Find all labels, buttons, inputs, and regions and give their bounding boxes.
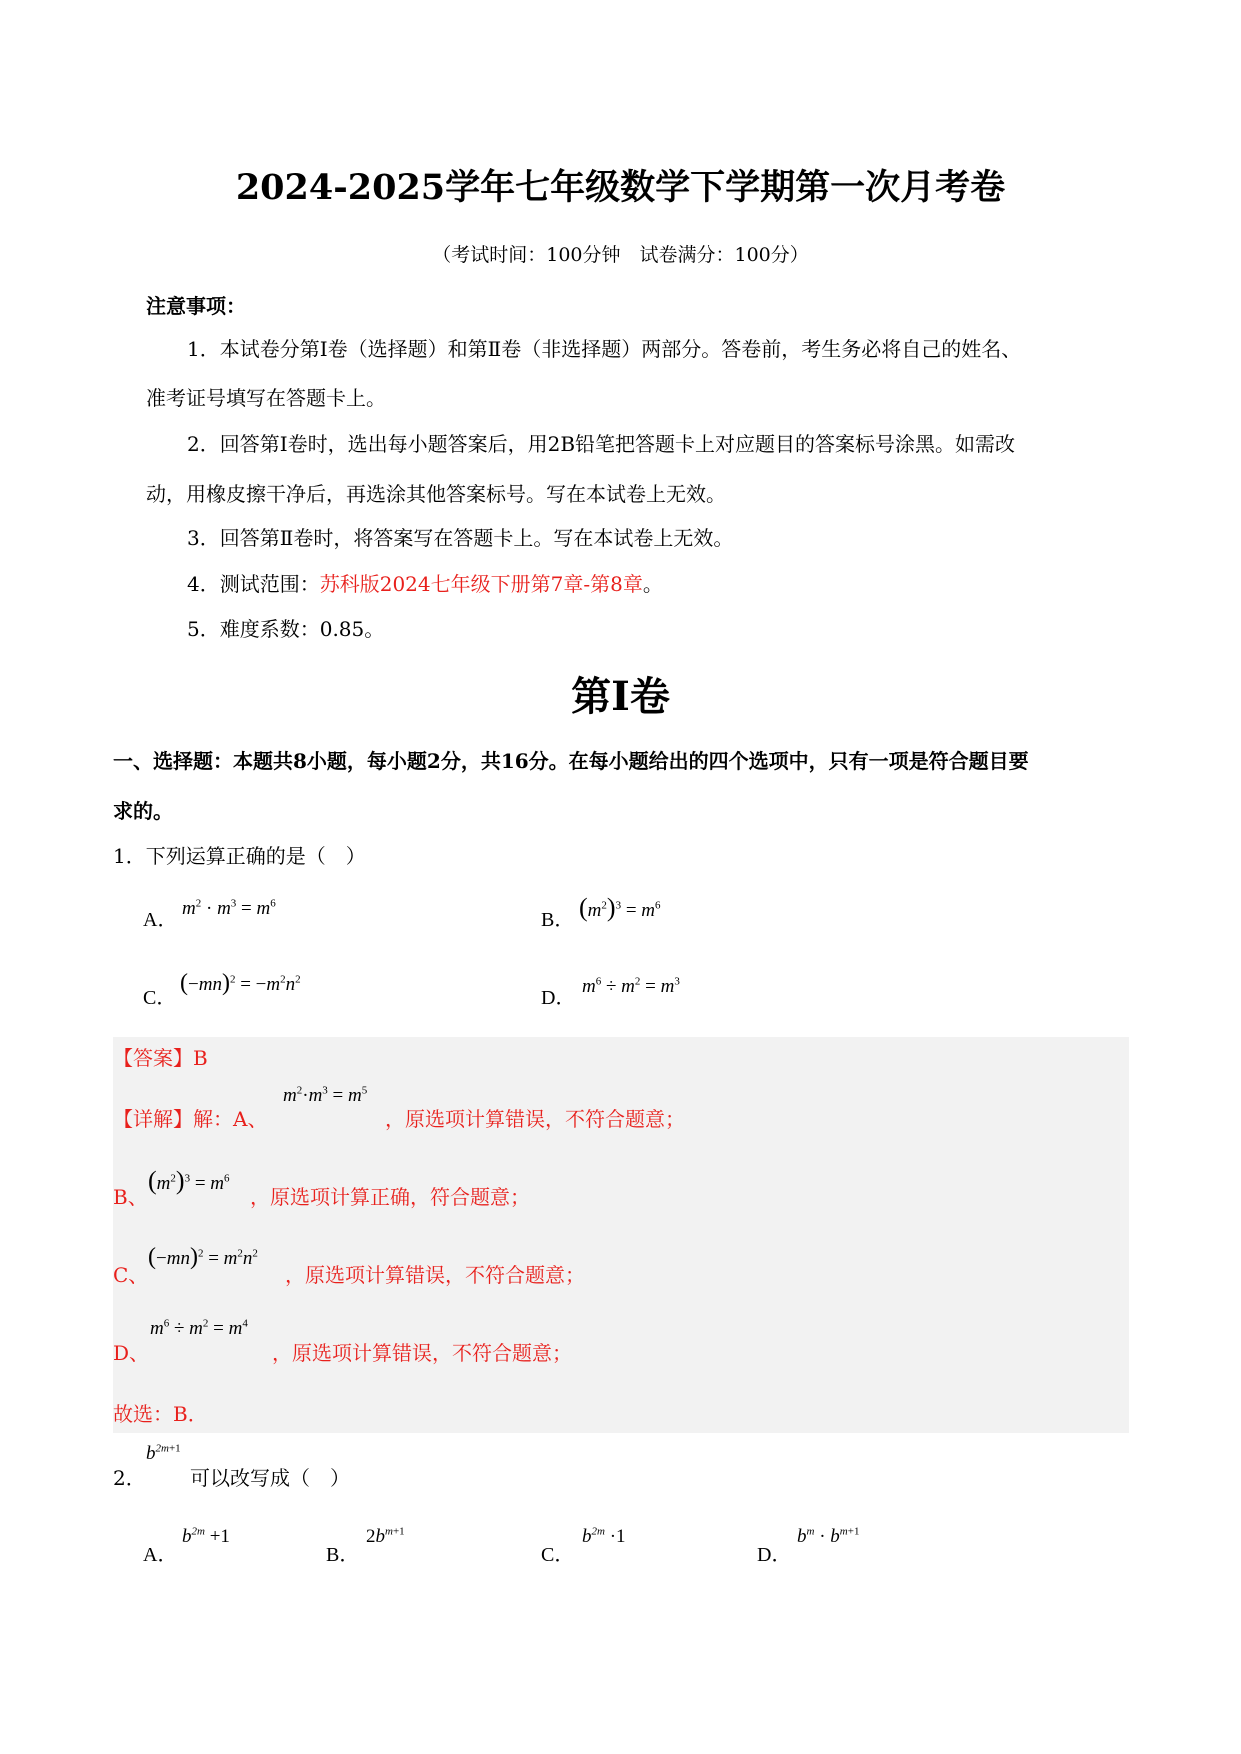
notice-item-4	[187, 568, 663, 597]
notice-item-5: 5．难度系数：0.85。	[187, 617, 385, 641]
q2-option-c-formula: $b^{2m} \cdot 1$	[582, 1525, 626, 1547]
explanation-tag: 【详解】	[113, 1107, 193, 1131]
page-title: 2024-2025学年七年级数学下学期第一次月考卷	[235, 167, 1006, 208]
answer-explanation-box	[113, 1037, 1129, 1433]
explanation-d-label: D、	[113, 1341, 150, 1365]
explanation-c-label: C、	[113, 1263, 149, 1287]
notice-item-1-line-2: 准考证号填写在答题卡上。	[146, 386, 386, 410]
q1-option-d-label: D．	[541, 987, 576, 1009]
q2-option-c-label: C．	[541, 1544, 575, 1566]
q1-option-a-formula: $m^2 \cdot m^3 = m^6$	[182, 897, 276, 919]
q2-option-d-label: D．	[757, 1544, 792, 1566]
explanation-d-formula: $m^6 \div m^2 = m^4$	[150, 1317, 248, 1339]
explanation-a-formula: $m^2\cdot m^3 = m^5$	[283, 1084, 368, 1106]
question-1-stem: 1．下列运算正确的是（ ）	[113, 844, 366, 868]
explanation-conclusion: 故选：B．	[113, 1402, 208, 1426]
explanation-a-comment: ，原选项计算错误，不符合题意；	[385, 1107, 685, 1131]
q1-option-a-label: A．	[143, 909, 178, 931]
q2-option-b-label: B．	[326, 1544, 360, 1566]
part1-instruction-line-2: 求的。	[113, 799, 173, 823]
q1-option-b-formula: $(m^2)^3 = m^6$	[579, 893, 661, 922]
notice-item-4-suffix: 。	[642, 572, 663, 596]
q2-option-d-formula: $b^m \cdot b^{m+1}$	[797, 1525, 860, 1547]
explanation-c-comment: ，原选项计算错误，不符合题意；	[285, 1263, 585, 1287]
q1-option-c-label: C．	[143, 987, 177, 1009]
explanation-b-comment: ，原选项计算正确，符合题意；	[250, 1185, 530, 1209]
notice-item-4-prefix: 4．测试范围：	[187, 572, 320, 596]
exam-info: （考试时间：100分钟 试卷满分：100分）	[432, 244, 809, 266]
q2-option-a-label: A．	[143, 1544, 178, 1566]
question-2-number: 2．	[113, 1466, 146, 1490]
explanation-lead	[113, 1103, 267, 1132]
notice-heading: 注意事项：	[146, 294, 246, 318]
q2-option-a-formula: $b^{2m} +1$	[182, 1525, 230, 1547]
notice-item-3: 3．回答第Ⅱ卷时，将答案写在答题卡上。写在本试卷上无效。	[187, 526, 734, 550]
q1-option-c-formula: $(-mn)^2 = -m^2n^2$	[180, 970, 301, 996]
explanation-b-label: B、	[113, 1185, 148, 1209]
part1-instruction-line-1: 一、选择题：本题共8小题，每小题2分，共16分。在每小题给出的四个选项中，只有一项是符合题目要	[113, 749, 1029, 773]
notice-item-2-line-1: 2．回答第Ⅰ卷时，选出每小题答案后，用2B铅笔把答题卡上对应题目的答案标号涂黑。如需改	[187, 432, 1016, 456]
question-2-expression: $b^{2m+1}$	[146, 1442, 181, 1464]
section-title: 第Ⅰ卷	[571, 673, 670, 720]
q1-option-d-formula: $m^6 \div m^2 = m^3$	[582, 975, 680, 997]
explanation-start: 解：A、	[193, 1107, 268, 1131]
q2-option-b-formula: $2b^{m+1}$	[366, 1525, 405, 1547]
answer-label: 【答案】B	[113, 1046, 208, 1070]
notice-item-1-line-1: 1．本试卷分第Ⅰ卷（选择题）和第Ⅱ卷（非选择题）两部分。答卷前，考生务必将自己的姓名、	[187, 337, 1022, 361]
q1-option-b-label: B．	[541, 909, 575, 931]
question-2-stem: 可以改写成（ ）	[190, 1466, 350, 1490]
explanation-c-formula: $(-mn)^2 = m^2n^2$	[148, 1244, 258, 1270]
test-scope: 苏科版2024七年级下册第7章-第8章	[319, 572, 643, 596]
explanation-d-comment: ，原选项计算错误，不符合题意；	[272, 1341, 572, 1365]
notice-item-2-line-2: 动，用橡皮擦干净后，再选涂其他答案标号。写在本试卷上无效。	[146, 482, 726, 506]
explanation-b-formula: $(m^2)^3 = m^6$	[148, 1166, 230, 1195]
